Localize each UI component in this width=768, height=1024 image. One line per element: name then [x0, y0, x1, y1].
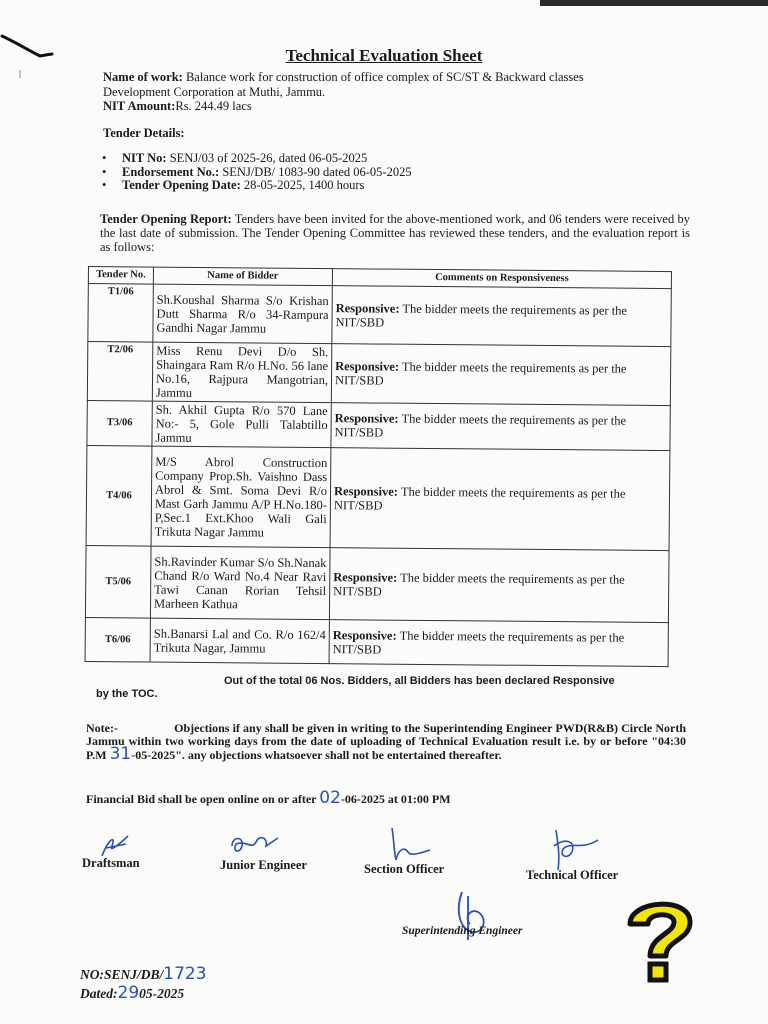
comment: Responsive: The bidder meets the requirements as per the NIT/SBD: [329, 620, 668, 667]
tender-opening-report: Tender Opening Report: Tenders have been invited for the above-mentioned work, and 06 tenders were received by the last date of submission. The Tender Opening Committee has reviewed these tenders, and the evaluation report is as follows:: [100, 212, 690, 254]
tender-no: T2/06: [87, 342, 153, 402]
table-row: [85, 617, 668, 666]
header-comments: Comments on Responsiveness: [332, 269, 671, 289]
bidder-name: Sh.Ravinder Kumar S/o Sh.Nanak Chand R/o Ward No.4 Near Ravi Tawi Canan Rorian Tehsil Marheen Kathua: [150, 546, 330, 620]
table-row: [85, 545, 669, 622]
scan-edge: [540, 0, 768, 6]
table-row: [86, 445, 670, 550]
handwritten-day: 31: [109, 744, 132, 764]
bidder-name: Sh.Koushal Sharma S/o Krishan Dutt Sharma R/o 34-Rampura Gandhi Nagar Jammu: [153, 284, 332, 344]
bidder-name: Sh.Banarsi Lal and Co. R/o 162/4 Trikuta Nagar, Jammu: [150, 618, 329, 664]
summary: Out of the total 06 Nos. Bidders, all Bidders has been declared Responsive by the TOC.: [96, 675, 615, 700]
evaluation-table: [85, 266, 672, 667]
signatory-section-officer: Section Officer: [364, 862, 445, 876]
section-officer-signature: [386, 826, 436, 862]
signatory-draftsman: Draftsman: [82, 856, 140, 870]
handwritten-number: 1723: [163, 964, 207, 984]
endorsement-no: • Endorsement No.: SENJ/DB/ 1083-90 dated 06-05-2025: [122, 166, 412, 180]
tender-opening-date: • Tender Opening Date: 28-05-2025, 1400 hours: [122, 179, 412, 193]
reference-date: Dated:2905-2025: [80, 983, 185, 1003]
nit-amount: NIT Amount:Rs. 244.49 lacs: [103, 99, 252, 113]
table-row: [87, 342, 670, 406]
financial-bid-line: Financial Bid shall be open online on or after 02-06-2025 at 01:00 PM: [86, 788, 451, 808]
comment: Responsive: The bidder meets the requirements as per the NIT/SBD: [332, 286, 671, 347]
signatory-junior-engineer: Junior Engineer: [220, 858, 307, 872]
objection-note: Note:- Objections if any shall be given in writing to the Superintending Engineer PWD(R&B) Circle North Jammu within two working days from the date of uploading of Technical Evaluation result i.e. by or before "04:30 P.M 31-05-2025". any objections whatsoever shall not be entertained thereafter.: [86, 721, 687, 764]
handwritten-day: 02: [319, 788, 341, 808]
question-mark-icon: [620, 896, 700, 988]
header-bidder: Name of Bidder: [153, 267, 332, 286]
signatory-technical-officer: Technical Officer: [526, 868, 619, 882]
page-title: Technical Evaluation Sheet: [285, 46, 483, 65]
name-of-work: Name of work: Balance work for construction of office complex of SC/ST & Backward classes: [103, 70, 584, 84]
reference-number: NO:SENJ/DB/1723: [80, 964, 207, 984]
nit-no: • NIT No: SENJ/03 of 2025-26, dated 06-05-2025: [122, 152, 412, 166]
comment: Responsive: The bidder meets the requirements as per the NIT/SBD: [330, 448, 670, 551]
bidder-name: Miss Renu Devi D/o Sh. Shaingara Ram R/o H.No. 56 lane No.16, Rajpura Mangotrian, Jammu: [152, 342, 332, 403]
header-tender-no: Tender No.: [88, 267, 153, 285]
comment: Responsive: The bidder meets the requirements as per the NIT/SBD: [331, 344, 671, 406]
tender-no: T3/06: [87, 400, 152, 446]
table-row: [87, 400, 670, 450]
comment: Responsive: The bidder meets the requirements as per the NIT/SBD: [331, 403, 670, 451]
bidder-name: Sh. Akhil Gupta R/o 570 Lane No:- 5, Gole Pulli Talabtillo Jammu: [152, 401, 331, 448]
tender-details-list: [122, 152, 412, 193]
tender-no: T4/06: [86, 445, 152, 546]
bidder-name: M/S Abrol Construction Company Prop.Sh. Vaishno Dass Abrol & Smt. Soma Devi R/o Mast Garh Jammu A/P H.No.180-P,Sec.1 Ext.Khoo Wali Gali Trikuta Nagar Jammu: [151, 446, 331, 548]
tender-details-heading: Tender Details:: [103, 126, 185, 140]
name-of-work-cont: Development Corporation at Muthi, Jammu.: [103, 85, 326, 99]
comment: Responsive: The bidder meets the requirements as per the NIT/SBD: [329, 548, 669, 623]
table-row: [88, 284, 671, 347]
tender-no: T5/06: [85, 545, 151, 618]
technical-officer-signature: [548, 826, 608, 874]
handwritten-day: 29: [117, 983, 140, 1003]
tender-no: T6/06: [85, 617, 150, 662]
signatory-superintending-engineer: Superintending Engineer: [402, 925, 523, 937]
tender-no: T1/06: [88, 284, 154, 343]
